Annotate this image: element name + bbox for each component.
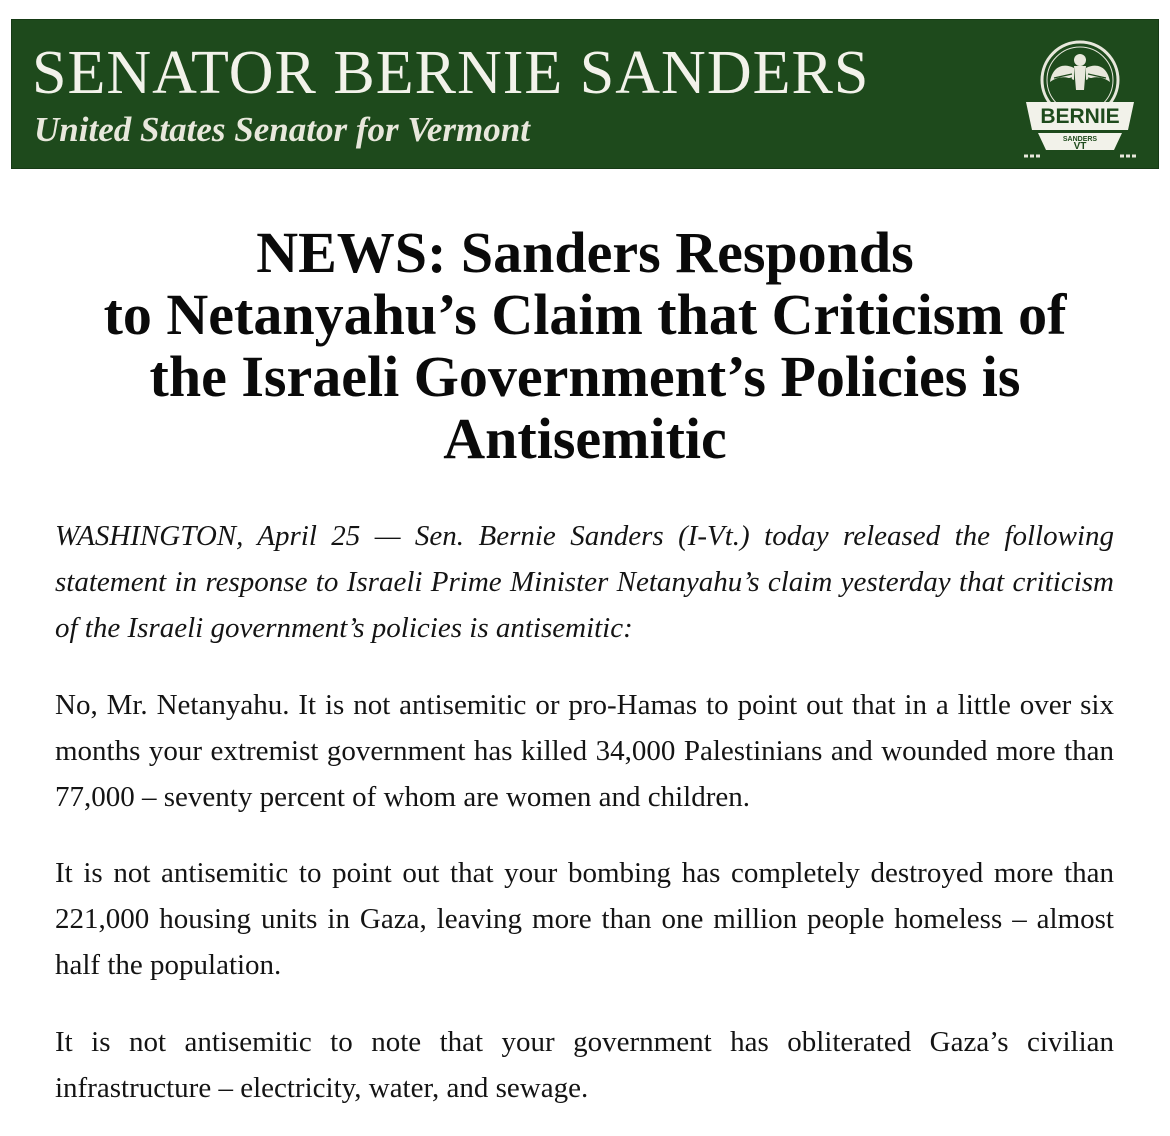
- eagle-seal-icon: [1018, 38, 1142, 158]
- body-paragraph-2: It is not antisemitic to point out that your bombing has completely destroyed more than 221,000 housing units in Gaza, leaving more than one million people homeless – almost half the population.: [55, 857, 1114, 981]
- headline-line-2: to Netanyahu’s Claim that Criticism of: [103, 282, 1067, 347]
- body-paragraph-1: No, Mr. Netanyahu. It is not antisemitic or pro-Hamas to point out that in a little over six months your extremist government has killed 34,000 Palestinians and wounded more than 77,000 – seventy percent of whom are women and children.: [55, 689, 1114, 813]
- logo-top-text: BERNIE: [1040, 105, 1120, 128]
- headline-line-1: NEWS: Sanders Responds: [256, 220, 914, 285]
- banner-title: SENATOR BERNIE SANDERS: [32, 39, 870, 107]
- intro-paragraph: WASHINGTON, April 25 — Sen. Bernie Sanders (I-Vt.) today released the following statement in response to Israeli Prime Minister Netanyahu’s claim yesterday that criticism of the Israeli government’s policies is antisemitic:: [55, 520, 1114, 644]
- logo-middle-text: SANDERS: [1062, 136, 1098, 143]
- headline-line-4: Antisemitic: [443, 406, 727, 471]
- press-release-headline: [40, 222, 1130, 470]
- banner-subtitle: United States Senator for Vermont: [34, 110, 530, 149]
- senator-banner: [11, 19, 1159, 169]
- logo-bottom-text: VT: [1073, 141, 1087, 152]
- headline-line-3: the Israeli Government’s Policies is: [149, 344, 1021, 409]
- body-paragraph-3: It is not antisemitic to note that your government has obliterated Gaza’s civilian infrastructure – electricity, water, and sewage.: [55, 1026, 1114, 1104]
